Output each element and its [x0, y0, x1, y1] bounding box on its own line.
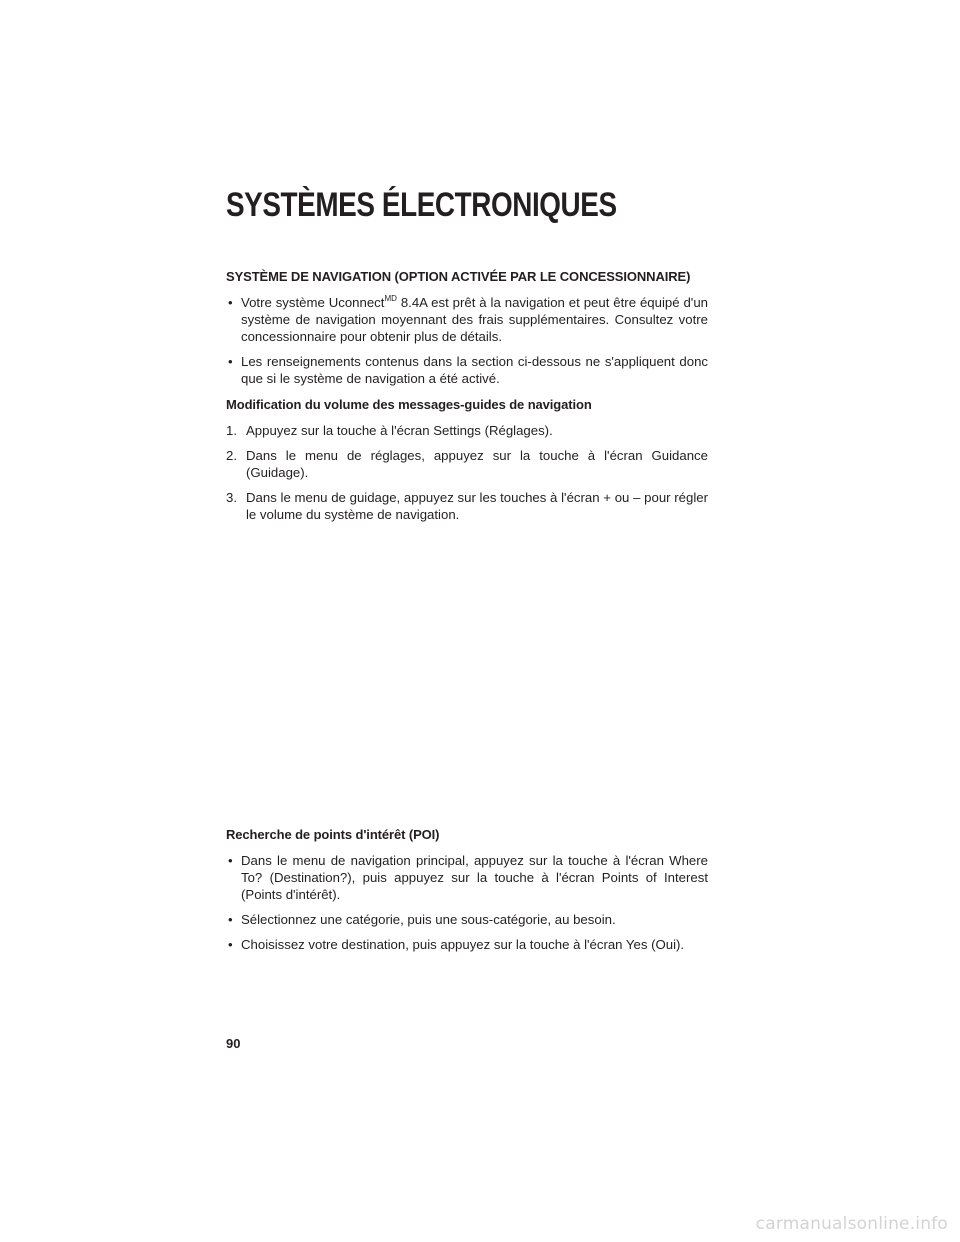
bullet-text: Dans le menu de navigation principal, appuyez sur la touche à l'écran Where To? (Destination?), puis appuyez sur la touche à l'écran Points of Interest (Points d'intérêt). — [241, 853, 708, 902]
navigation-heading: SYSTÈME DE NAVIGATION (OPTION ACTIVÉE PAR LE CONCESSIONNAIRE) — [226, 269, 691, 284]
step-text: Appuyez sur la touche à l'écran Settings (Réglages). — [246, 423, 553, 438]
list-item — [226, 852, 708, 903]
step-number: 3. — [226, 490, 237, 505]
list-item — [226, 294, 708, 345]
bullet-icon: • — [228, 853, 233, 868]
list-item — [226, 422, 708, 439]
poi-heading: Recherche de points d'intérêt (POI) — [226, 827, 440, 842]
bullet-icon: • — [228, 354, 233, 369]
volume-heading: Modification du volume des messages-guides de navigation — [226, 397, 592, 412]
bullet-icon: • — [228, 937, 233, 952]
list-item — [226, 911, 708, 928]
bullet-text: Choisissez votre destination, puis appuyez sur la touche à l'écran Yes (Oui). — [241, 937, 685, 952]
trademark-superscript: MD — [384, 294, 397, 303]
page-number: 90 — [226, 1036, 241, 1051]
page-title: SYSTÈMES ÉLECTRONIQUES — [226, 186, 617, 224]
list-item — [226, 447, 708, 481]
list-item — [226, 353, 708, 387]
bullet-text: Votre système Uconnect — [241, 295, 385, 310]
bullet-text: Les renseignements contenus dans la section ci-dessous ne s'appliquent donc que si le système de navigation a été activé. — [241, 354, 708, 386]
bullet-icon: • — [228, 295, 233, 310]
bullet-icon: • — [228, 912, 233, 927]
bullet-text: Sélectionnez une catégorie, puis une sous-catégorie, au besoin. — [241, 912, 616, 927]
step-text: Dans le menu de guidage, appuyez sur les touches à l'écran + ou – pour régler le volume du système de navigation. — [246, 490, 708, 522]
navigation-bullets — [226, 294, 708, 387]
step-number: 2. — [226, 448, 237, 463]
list-item — [226, 489, 708, 523]
poi-bullets — [226, 852, 708, 953]
step-number: 1. — [226, 423, 237, 438]
watermark: carmanualsonline.info — [755, 1214, 948, 1234]
step-text: Dans le menu de réglages, appuyez sur la touche à l'écran Guidance (Guidage). — [246, 448, 708, 480]
poi-section — [226, 826, 708, 962]
navigation-section — [226, 268, 708, 531]
bullet-text: 8.4A est prêt à la navigation et peut être équipé d'un système de navigation moyennant des frais supplémentaires. Consultez votre concessionnaire pour obtenir plus de détails. — [241, 295, 708, 344]
volume-steps — [226, 422, 708, 523]
list-item — [226, 936, 708, 953]
